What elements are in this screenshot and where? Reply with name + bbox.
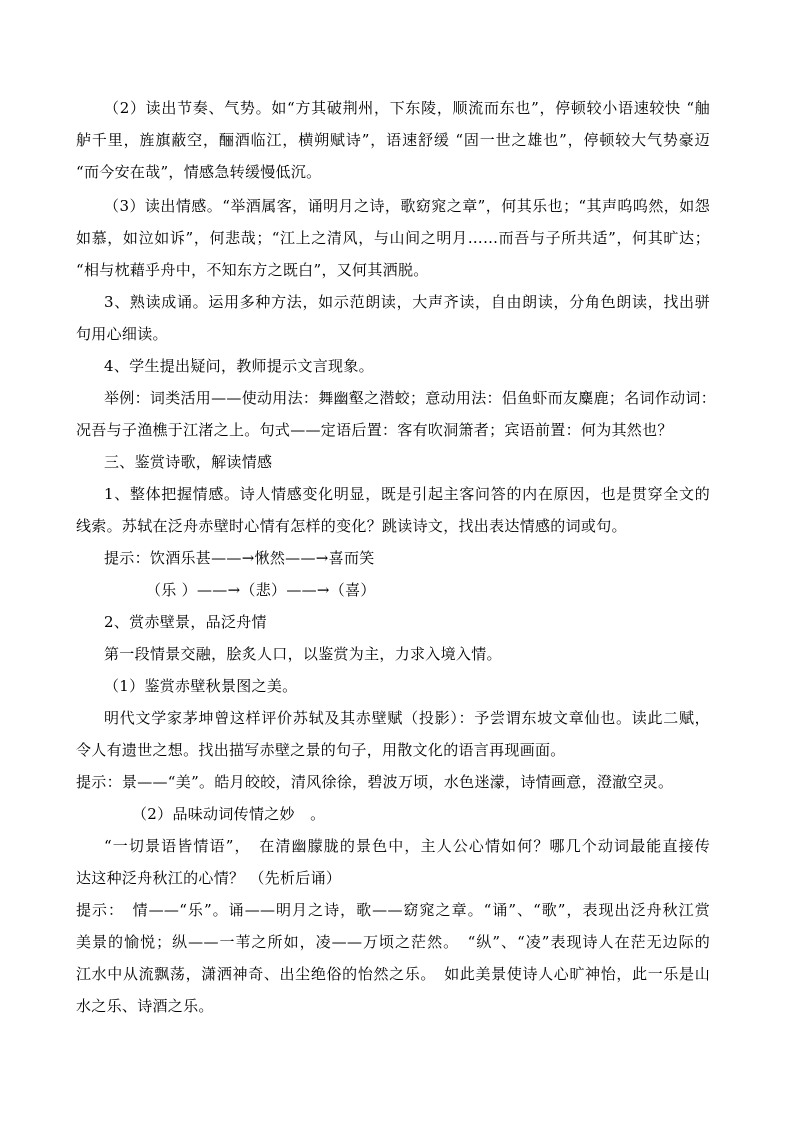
text-line: 令人有遗世之想。找出描写赤壁之景的句子，用散文化的语言再现画面。 bbox=[76, 741, 566, 759]
text-line: 2、赏赤壁景，品泛舟情 bbox=[104, 613, 267, 631]
text-line: （3）读出情感。“举酒属客，诵明月之诗，歌窈窕之章”，何其乐也；“其声呜呜然，如怨 bbox=[104, 197, 710, 215]
section-heading: 三、鉴赏诗歌，解读情感 bbox=[104, 453, 273, 471]
text-line: 4、学生提出疑问，教师提示文言现象。 bbox=[104, 357, 374, 375]
text-line: 如慕，如泣如诉”，何悲哉；“江上之清风，与山间之明月……而吾与子所共适”，何其旷达； bbox=[76, 229, 710, 247]
text-line: “相与枕藉乎舟中，不知东方之既白”，又何其洒脱。 bbox=[76, 261, 429, 279]
text-line: 明代文学家茅坤曾这样评价苏轼及其赤壁赋（投影）：予尝谓东坡文章仙也。读此二赋， bbox=[104, 709, 710, 727]
text-line: 水之乐、诗酒之乐。 bbox=[76, 997, 214, 1015]
text-line: 舻千里，旌旗蔽空，酾酒临江，横朔赋诗”，语速舒缓 “固一世之雄也”，停顿较大气势豪迈 bbox=[76, 131, 710, 149]
text-line: 1、整体把握情感。诗人情感变化明显，既是引起主客问答的内在原因，也是贯穿全文的 bbox=[104, 485, 710, 503]
text-line: 江水中从流飘荡，潇洒神奇、出尘绝俗的怡然之乐。 如此美景使诗人心旷神怡，此一乐是山 bbox=[76, 965, 710, 983]
text-line: “一切景语皆情语”， 在清幽朦胧的景色中，主人公心情如何？哪几个动词最能直接传 bbox=[104, 837, 710, 855]
hint-line: （乐 ）——→（悲）——→（喜） bbox=[146, 581, 376, 599]
text-line: （1）鉴赏赤壁秋景图之美。 bbox=[104, 677, 298, 695]
text-line: 达这种泛舟秋江的心情？ （先析后诵） bbox=[76, 869, 342, 887]
text-line: 第一段情景交融，脍炙人口，以鉴赏为主，力求入境入情。 bbox=[104, 645, 502, 663]
text-line: 句用心细读。 bbox=[76, 325, 168, 343]
text-line: “而今安在哉”，情感急转缓慢低沉。 bbox=[76, 163, 322, 181]
text-line: 线索。苏轼在泛舟赤壁时心情有怎样的变化？跳读诗文，找出表达情感的词或句。 bbox=[76, 517, 627, 535]
text-line: 况吾与子渔樵于江渚之上。句式——定语后置：客有吹洞箫者；宾语前置：何为其然也？ bbox=[76, 421, 673, 439]
hint-line: 提示： 情——“乐”。诵——明月之诗，歌——窈窕之章。“诵”、“歌”，表现出泛舟秋江赏 bbox=[76, 901, 710, 919]
text-line: 美景的愉悦；纵——一苇之所如，凌——万顷之茫然。 “纵”、“凌”表现诗人在茫无边际的 bbox=[76, 933, 710, 951]
text-line: （2）品味动词传情之妙 。 bbox=[132, 805, 326, 823]
hint-line: 提示：饮酒乐甚——→愀然——→喜而笑 bbox=[104, 549, 375, 567]
text-line: （2）读出节奏、气势。如“方其破荆州，下东陵，顺流而东也”，停顿较小语速较快 “舳 bbox=[104, 99, 710, 117]
hint-line: 提示：景——“美”。皓月皎皎，清风徐徐，碧波万顷，水色迷濛，诗情画意，澄澈空灵。 bbox=[76, 773, 674, 791]
text-line: 举例：词类活用——使动用法：舞幽壑之潜蛟；意动用法：侣鱼虾而友麋鹿；名词作动词： bbox=[104, 389, 717, 407]
text-line: 3、熟读成诵。运用多种方法，如示范朗读，大声齐读，自由朗读，分角色朗读，找出骈 bbox=[104, 293, 710, 311]
